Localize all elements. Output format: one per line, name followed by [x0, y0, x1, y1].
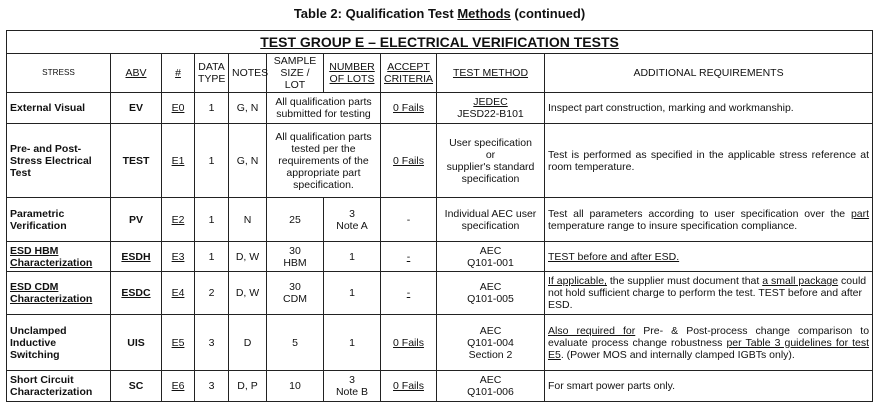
- abv-cell: ESDH: [111, 242, 162, 272]
- abv-cell: ESDC: [111, 272, 162, 315]
- table-row: [7, 315, 873, 371]
- header-stress: STRESS: [7, 54, 111, 93]
- data-type-cell: 3: [195, 371, 229, 402]
- data-type-cell: 1: [195, 124, 229, 198]
- data-type-cell: 1: [195, 242, 229, 272]
- method-line: AEC: [479, 374, 502, 386]
- notes-cell: D, P: [229, 371, 267, 402]
- stress-cell: Short Circuit Characterization: [7, 371, 111, 402]
- notes-cell: D, W: [229, 242, 267, 272]
- table-row: [7, 93, 873, 124]
- number-of-lots-cell: [324, 371, 381, 402]
- sample-size-cell: All qualification parts submitted for testing: [267, 93, 381, 124]
- method-line: User specification: [449, 136, 532, 149]
- caption-prefix: Table 2: Qualification Test: [293, 6, 458, 21]
- table-row: [7, 272, 873, 315]
- sample-line: 30: [289, 281, 301, 293]
- test-number-cell: E6: [162, 371, 195, 402]
- method-line: Q101-001: [467, 256, 514, 269]
- additional-requirements-cell: Also required for Pre- & Post-process change comparison to evaluate process change robustness per Table 3 guidelines for test E5. (Power MOS and internally clamped IGBTs only).: [545, 315, 873, 371]
- test-method-cell: [437, 242, 545, 272]
- method-line: Individual AEC user: [444, 207, 537, 220]
- lots-note: Note A: [336, 219, 368, 232]
- sample-size-cell: 5: [267, 315, 324, 371]
- accept-criteria-cell: 0 Fails: [381, 371, 437, 402]
- stress-cell: Pre- and Post-Stress Electrical Test: [7, 124, 111, 198]
- method-line: JESD22-B101: [457, 108, 524, 120]
- test-number-cell: E0: [162, 93, 195, 124]
- accept-criteria-cell: -: [381, 242, 437, 272]
- method-line: AEC: [479, 281, 502, 293]
- method-line: Q101-006: [467, 386, 514, 398]
- test-number-cell: E3: [162, 242, 195, 272]
- method-line: Q101-005: [467, 293, 514, 305]
- number-of-lots-cell: 1: [324, 272, 381, 315]
- notes-cell: G, N: [229, 124, 267, 198]
- method-line: or: [485, 148, 496, 161]
- accept-criteria-cell: -: [381, 198, 437, 242]
- table-row: [7, 124, 873, 198]
- header-row: [7, 54, 873, 93]
- abv-cell: SC: [111, 371, 162, 402]
- test-method-cell: [437, 198, 545, 242]
- accept-criteria-cell: 0 Fails: [381, 93, 437, 124]
- sample-size-cell: [267, 272, 324, 315]
- method-line: JEDEC: [473, 96, 508, 108]
- number-of-lots-cell: 1: [324, 315, 381, 371]
- additional-requirements-cell: Test is performed as specified in the applicable stress reference at room temperature.: [545, 124, 873, 198]
- additional-requirements-cell: For smart power parts only.: [545, 371, 873, 402]
- group-title: TEST GROUP E – ELECTRICAL VERIFICATION TESTS: [7, 31, 873, 54]
- stress-cell: External Visual: [7, 93, 111, 124]
- method-line: specification: [461, 172, 520, 185]
- table-row: [7, 242, 873, 272]
- data-type-cell: 2: [195, 272, 229, 315]
- sample-size-cell: [267, 242, 324, 272]
- additional-requirements-cell: If applicable, the supplier must document that a small package could not hold sufficient charge to perform the test. TEST before and after ESD.: [545, 272, 873, 315]
- header-sample-size: SAMPLE SIZE / LOT: [267, 54, 324, 93]
- caption-suffix: (continued): [510, 6, 586, 21]
- test-number-cell: E2: [162, 198, 195, 242]
- table-caption: [0, 6, 879, 21]
- test-number-cell: E1: [162, 124, 195, 198]
- stress-cell: Unclamped Inductive Switching: [7, 315, 111, 371]
- method-line: specification: [461, 219, 520, 232]
- sample-size-cell: 10: [267, 371, 324, 402]
- header-num: #: [162, 54, 195, 93]
- accept-criteria-cell: 0 Fails: [381, 315, 437, 371]
- data-type-cell: 3: [195, 315, 229, 371]
- additional-requirements-cell: TEST before and after ESD.: [545, 242, 873, 272]
- stress-cell: ESD CDM Characterization: [7, 272, 111, 315]
- header-accept-criteria: ACCEPT CRITERIA: [381, 54, 437, 93]
- method-line: Section 2: [468, 348, 513, 361]
- header-abv: ABV: [111, 54, 162, 93]
- accept-criteria-cell: 0 Fails: [381, 124, 437, 198]
- sample-line: HBM: [283, 256, 307, 269]
- header-additional-requirements: ADDITIONAL REQUIREMENTS: [545, 54, 873, 93]
- sample-line: CDM: [283, 293, 307, 305]
- notes-cell: G, N: [229, 93, 267, 124]
- header-notes: NOTES: [229, 54, 267, 93]
- table-row: [7, 198, 873, 242]
- stress-cell: ESD HBM Characterization: [7, 242, 111, 272]
- header-test-method: TEST METHOD: [437, 54, 545, 93]
- notes-cell: D: [229, 315, 267, 371]
- number-of-lots-cell: [324, 198, 381, 242]
- abv-cell: UIS: [111, 315, 162, 371]
- method-line: supplier's standard: [446, 160, 535, 173]
- method-line: AEC: [479, 244, 502, 257]
- test-method-cell: [437, 272, 545, 315]
- notes-cell: D, W: [229, 272, 267, 315]
- lots-line: 3: [349, 207, 355, 220]
- caption-underlined: Methods: [457, 6, 511, 21]
- header-number-of-lots: NUMBER OF LOTS: [324, 54, 381, 93]
- accept-criteria-cell: -: [381, 272, 437, 315]
- stress-cell: Parametric Verification: [7, 198, 111, 242]
- notes-cell: N: [229, 198, 267, 242]
- test-method-cell: [437, 315, 545, 371]
- abv-cell: TEST: [111, 124, 162, 198]
- test-method-cell: [437, 93, 545, 124]
- header-data-type: DATA TYPE: [195, 54, 229, 93]
- method-line: AEC: [479, 324, 502, 337]
- abv-cell: PV: [111, 198, 162, 242]
- table-row: [7, 371, 873, 402]
- qualification-table: [6, 30, 873, 402]
- additional-requirements-cell: Inspect part construction, marking and workmanship.: [545, 93, 873, 124]
- sample-line: 30: [289, 244, 301, 257]
- lots-note: Note B: [335, 386, 369, 398]
- data-type-cell: 1: [195, 93, 229, 124]
- number-of-lots-cell: 1: [324, 242, 381, 272]
- test-number-cell: E4: [162, 272, 195, 315]
- test-method-cell: [437, 371, 545, 402]
- lots-line: 3: [349, 374, 355, 386]
- additional-requirements-cell: Test all parameters according to user specification over the part temperature range to insure specification compliance.: [545, 198, 873, 242]
- test-method-cell: [437, 124, 545, 198]
- sample-size-cell: 25: [267, 198, 324, 242]
- method-line: Q101-004: [467, 336, 514, 349]
- data-type-cell: 1: [195, 198, 229, 242]
- abv-cell: EV: [111, 93, 162, 124]
- test-number-cell: E5: [162, 315, 195, 371]
- sample-size-cell: All qualification parts tested per the requirements of the appropriate part specification.: [267, 124, 381, 198]
